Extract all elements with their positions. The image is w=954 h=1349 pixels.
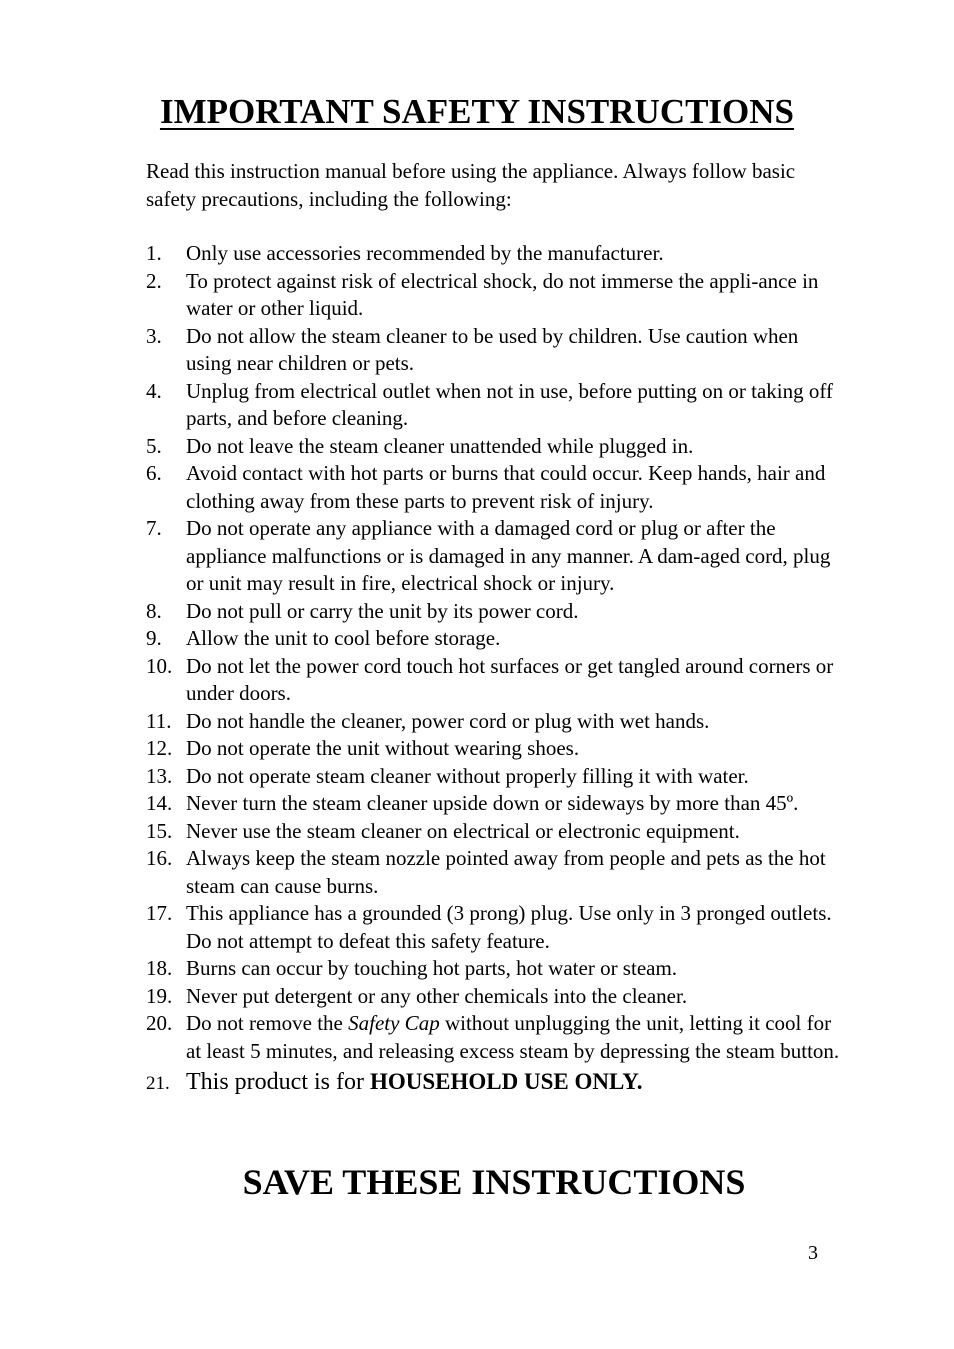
item-number: 5. xyxy=(146,433,162,458)
safety-instructions-list xyxy=(146,240,846,1097)
item-text: Allow the unit to cool before storage. xyxy=(186,626,501,650)
item-text: This appliance has a grounded (3 prong) plug. Use only in 3 pronged outlets. Do not attempt to defeat this safety feature. xyxy=(186,901,832,953)
page-number: 3 xyxy=(808,1242,818,1264)
list-item xyxy=(146,653,846,708)
item-text: Never turn the steam cleaner upside down or sideways by more than 45º. xyxy=(186,791,799,815)
item-number: 6. xyxy=(146,461,162,485)
item-text: Do not leave the steam cleaner unattended while plugged in. xyxy=(186,433,694,458)
list-item xyxy=(146,268,846,323)
item-text: Never use the steam cleaner on electrical or electronic equipment. xyxy=(186,818,740,843)
list-item xyxy=(146,625,846,653)
list-item xyxy=(146,955,846,983)
item-number: 21. xyxy=(146,1073,170,1094)
item-number: 20. xyxy=(146,1011,173,1035)
item-text-after: without unplugging the unit, letting it cool for at least 5 minutes, and releasing excess steam by depressing the steam button. xyxy=(186,1011,840,1063)
item-number: 15. xyxy=(146,818,173,843)
safety-cap-term: Safety Cap xyxy=(348,1011,440,1035)
list-item xyxy=(146,818,846,846)
list-item xyxy=(146,240,846,268)
item-text: Burns can occur by touching hot parts, hot water or steam. xyxy=(186,956,678,980)
list-item xyxy=(146,708,846,736)
item-text-before: Do not remove the xyxy=(186,1011,349,1035)
item-number: 13. xyxy=(146,763,173,788)
page-title: IMPORTANT SAFETY INSTRUCTIONS xyxy=(159,92,795,131)
list-item xyxy=(146,790,846,818)
item-text: Only use accessories recommended by the manufacturer. xyxy=(186,241,664,265)
item-number: 12. xyxy=(146,736,173,760)
item-text: Do not operate the unit without wearing shoes. xyxy=(186,736,580,760)
item-text: Never put detergent or any other chemicals into the cleaner. xyxy=(186,983,688,1008)
item-number: 2. xyxy=(146,268,162,293)
intro-paragraph: Read this instruction manual before using the appliance. Always follow basic safety precautions, including the following: xyxy=(146,159,796,211)
list-item xyxy=(146,735,846,763)
item-text: To protect against risk of electrical shock, do not immerse the appli-ance in water or other liquid. xyxy=(186,268,819,320)
item-text: Do not operate any appliance with a damaged cord or plug or after the appliance malfunctions or is damaged in any manner. A dam-aged cord, plug or unit may result in fire, electrical shock or injury. xyxy=(186,516,831,595)
list-item xyxy=(146,433,846,461)
item-number: 17. xyxy=(146,901,173,925)
list-item xyxy=(146,598,846,626)
list-item xyxy=(146,900,846,955)
item-number: 9. xyxy=(146,626,162,650)
item-text: Do not let the power cord touch hot surfaces or get tangled around corners or under doors. xyxy=(186,653,834,705)
item-text: Avoid contact with hot parts or burns that could occur. Keep hands, hair and clothing away from these parts to prevent risk of injury. xyxy=(186,461,826,513)
item-number: 10. xyxy=(146,653,173,678)
list-item xyxy=(146,378,846,433)
item-text: Do not operate steam cleaner without properly filling it with water. xyxy=(186,763,749,788)
list-item xyxy=(146,983,846,1011)
item-number: 4. xyxy=(146,378,162,403)
item-number: 19. xyxy=(146,983,173,1008)
list-item xyxy=(146,460,846,515)
list-item-household-use xyxy=(146,1067,846,1097)
item-text: Always keep the steam nozzle pointed away from people and pets as the hot steam can cause burns. xyxy=(186,846,826,898)
save-instructions-heading: SAVE THESE INSTRUCTIONS xyxy=(242,1162,746,1202)
list-item xyxy=(146,1010,846,1065)
item-text-before: This product is for xyxy=(186,1069,370,1095)
item-text: Do not allow the steam cleaner to be used by children. Use caution when using near children or pets. xyxy=(186,323,799,375)
item-number: 7. xyxy=(146,516,162,540)
list-item xyxy=(146,845,846,900)
item-number: 8. xyxy=(146,598,162,623)
item-number: 16. xyxy=(146,846,173,870)
list-item xyxy=(146,323,846,378)
item-number: 1. xyxy=(146,241,162,265)
list-item xyxy=(146,763,846,791)
list-item xyxy=(146,515,846,598)
item-text: Do not pull or carry the unit by its power cord. xyxy=(186,598,579,623)
item-text: Unplug from electrical outlet when not in use, before putting on or taking off parts, and before cleaning. xyxy=(186,378,833,430)
item-number: 14. xyxy=(146,791,173,815)
item-number: 18. xyxy=(146,956,173,980)
item-number: 3. xyxy=(146,323,162,348)
household-use-emphasis: HOUSEHOLD USE ONLY. xyxy=(369,1069,643,1094)
item-text: Do not handle the cleaner, power cord or plug with wet hands. xyxy=(186,708,710,733)
item-number: 11. xyxy=(146,708,172,733)
